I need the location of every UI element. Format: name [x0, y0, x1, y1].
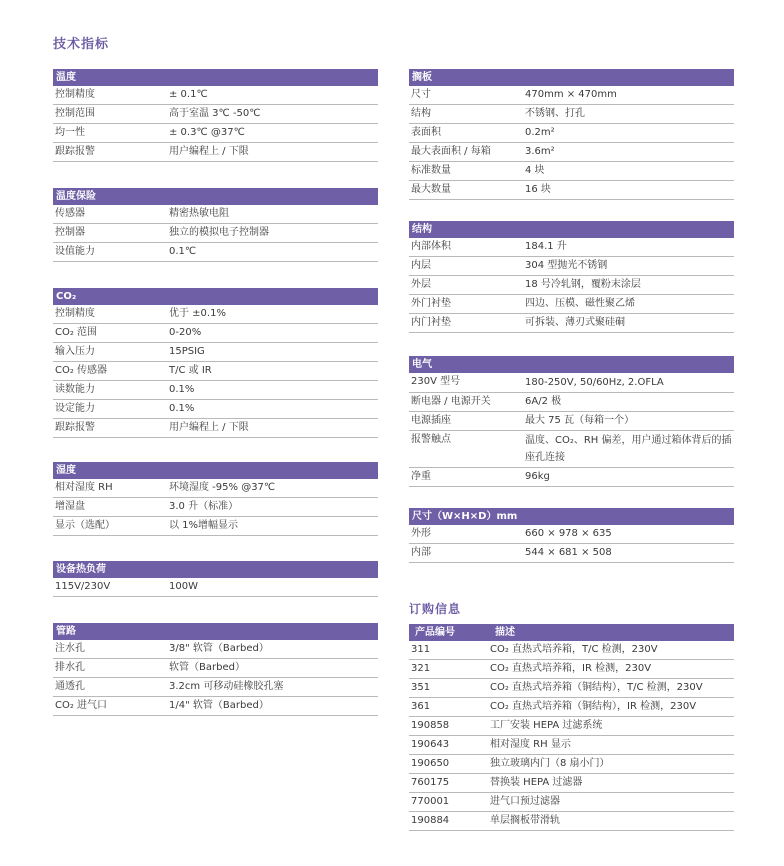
- spec-value: CO₂ 直热式培养箱（铜结构），IR 检测，230V: [490, 701, 697, 712]
- spec-label: 361: [411, 701, 431, 712]
- spec-label: 内层: [411, 260, 431, 271]
- spec-label: 190650: [411, 758, 450, 769]
- spec-row: [409, 181, 734, 200]
- ordering-header-code: 产品编号: [415, 627, 455, 638]
- order-row: [409, 755, 734, 774]
- spec-label: 表面积: [411, 127, 441, 138]
- spec-label: 外门衬垫: [411, 298, 451, 309]
- spec-label: 内部体积: [411, 241, 451, 252]
- spec-value: 优于 ±0.1%: [169, 308, 226, 319]
- spec-label: 输入压力: [55, 346, 95, 357]
- spec-label: 结构: [411, 108, 431, 119]
- spec-value: 660 × 978 × 635: [525, 528, 612, 539]
- section-header: 设备热负荷: [53, 561, 378, 578]
- spec-value: 温度、CO₂、RH 偏差，用户通过箱体背后的插座孔连接: [525, 435, 732, 463]
- spec-row: [53, 479, 378, 498]
- spec-row: [53, 400, 378, 419]
- spec-label: 电源插座: [411, 415, 451, 426]
- spec-value: 15PSIG: [169, 346, 205, 357]
- spec-value: 不锈钢、打孔: [525, 108, 585, 119]
- spec-row: [53, 105, 378, 124]
- spec-label: CO₂ 范围: [55, 327, 98, 338]
- spec-label: 跟踪报警: [55, 422, 95, 433]
- spec-row: [53, 343, 378, 362]
- section-shelves: [409, 69, 734, 200]
- spec-label: 351: [411, 682, 431, 693]
- section-header: 电气: [409, 356, 734, 373]
- spec-label: 断电器 / 电源开关: [411, 396, 491, 407]
- spec-row: [409, 86, 734, 105]
- section-temp-protection: [53, 188, 378, 262]
- spec-value: ± 0.1℃: [169, 89, 208, 100]
- section-electrical: [409, 356, 734, 487]
- spec-row: [53, 324, 378, 343]
- spec-value: 0.1℃: [169, 246, 197, 257]
- spec-value: 可拆装、薄刃式聚硅硐: [525, 317, 625, 328]
- spec-label: 控制精度: [55, 89, 95, 100]
- section-header: 结构: [409, 221, 734, 238]
- spec-value: 6A/2 极: [525, 396, 562, 407]
- spec-label: 321: [411, 663, 431, 674]
- spec-label: 读数能力: [55, 384, 95, 395]
- spec-value: 0.1%: [169, 403, 195, 414]
- spec-label: 外形: [411, 528, 431, 539]
- spec-value: CO₂ 直热式培养箱，IR 检测，230V: [490, 663, 652, 674]
- spec-label: 内门衬垫: [411, 317, 451, 328]
- spec-value: 544 × 681 × 508: [525, 547, 612, 558]
- spec-row: [53, 362, 378, 381]
- spec-label: 230V 型号: [411, 376, 461, 387]
- section-header: 尺寸（W×H×D）mm: [409, 508, 734, 525]
- ordering-header: [409, 624, 734, 641]
- section-temperature: [53, 69, 378, 162]
- spec-value: CO₂ 直热式培养箱，T/C 检测，230V: [490, 644, 658, 655]
- spec-label: 外层: [411, 279, 431, 290]
- spec-label: CO₂ 进气口: [55, 700, 108, 711]
- order-row: [409, 774, 734, 793]
- spec-row: [409, 468, 734, 487]
- spec-label: 最大数量: [411, 184, 451, 195]
- spec-value: 软管（Barbed）: [169, 662, 245, 673]
- spec-row: [409, 257, 734, 276]
- spec-value: 184.1 升: [525, 241, 567, 252]
- spec-row: [409, 431, 734, 468]
- spec-label: 设值能力: [55, 246, 95, 257]
- section-ordering: [409, 624, 734, 831]
- spec-row: [53, 86, 378, 105]
- spec-label: 190884: [411, 815, 450, 826]
- spec-value: 替换装 HEPA 过滤器: [490, 777, 583, 788]
- spec-label: 最大表面积 / 每箱: [411, 146, 491, 157]
- spec-label: 190643: [411, 739, 450, 750]
- section-header: 搁板: [409, 69, 734, 86]
- ordering-header-desc: 描述: [495, 627, 515, 638]
- section-header: 温度: [53, 69, 378, 86]
- spec-value: 3.2cm 可移动硅橡胶孔塞: [169, 681, 284, 692]
- spec-label: 190858: [411, 720, 450, 731]
- spec-row: [409, 295, 734, 314]
- spec-label: 770001: [411, 796, 450, 807]
- spec-label: 尺寸: [411, 89, 431, 100]
- spec-row: [53, 659, 378, 678]
- spec-label: 控制精度: [55, 308, 95, 319]
- spec-value: 4 块: [525, 165, 545, 176]
- spec-value: 470mm × 470mm: [525, 89, 617, 100]
- spec-label: 报警触点: [411, 434, 451, 445]
- spec-label: 311: [411, 644, 431, 655]
- spec-row: [409, 162, 734, 181]
- spec-row: [53, 678, 378, 697]
- spec-label: 内部: [411, 547, 431, 558]
- spec-label: 760175: [411, 777, 450, 788]
- spec-row: [53, 124, 378, 143]
- spec-row: [53, 517, 378, 536]
- spec-value: 环境湿度 -95% @37℃: [169, 482, 276, 493]
- spec-row: [53, 578, 378, 597]
- spec-value: 用户编程上 / 下限: [169, 422, 249, 433]
- spec-value: 0.2m²: [525, 127, 555, 138]
- spec-row: [53, 381, 378, 400]
- spec-value: 3.0 升（标准）: [169, 501, 239, 512]
- section-piping: [53, 623, 378, 716]
- spec-label: 控制范围: [55, 108, 95, 119]
- spec-row: [409, 276, 734, 295]
- spec-value: 16 块: [525, 184, 551, 195]
- spec-value: 1/4" 软管（Barbed）: [169, 700, 269, 711]
- spec-label: 传感器: [55, 208, 85, 219]
- ordering-title: 订购信息: [409, 602, 462, 616]
- spec-label: 排水孔: [55, 662, 85, 673]
- spec-value: 单层搁板带滑轨: [490, 815, 560, 826]
- spec-value: 18 号冷轧钢，覆粉末涂层: [525, 279, 641, 290]
- section-header: 管路: [53, 623, 378, 640]
- spec-value: 最大 75 瓦（每箱一个）: [525, 415, 635, 426]
- spec-label: 控制器: [55, 227, 85, 238]
- spec-value: 独立玻璃内门（8 扇小门）: [490, 758, 610, 769]
- page-title: 技术指标: [53, 37, 110, 52]
- spec-value: 高于室温 3℃ -50℃: [169, 108, 261, 119]
- spec-value: 工厂安装 HEPA 过滤系统: [490, 720, 603, 731]
- spec-row: [409, 544, 734, 563]
- spec-value: 精密热敏电阻: [169, 208, 229, 219]
- spec-label: 115V/230V: [55, 581, 111, 592]
- spec-value: 四边、压模、磁性聚乙烯: [525, 298, 635, 309]
- section-dimensions: [409, 508, 734, 563]
- spec-value: 180-250V, 50/60Hz, 2.OFLA: [525, 377, 664, 388]
- spec-value: 独立的模拟电子控制器: [169, 227, 269, 238]
- spec-value: 相对湿度 RH 显示: [490, 739, 571, 750]
- spec-value: 进气口预过滤器: [490, 796, 560, 807]
- spec-value: 用户编程上 / 下限: [169, 146, 249, 157]
- spec-row: [53, 224, 378, 243]
- section-structure: [409, 221, 734, 333]
- spec-row: [53, 697, 378, 716]
- spec-label: 跟踪报警: [55, 146, 95, 157]
- spec-row: [53, 498, 378, 517]
- order-row: [409, 793, 734, 812]
- section-header: 湿度: [53, 462, 378, 479]
- spec-value: 96kg: [525, 471, 550, 482]
- spec-label: 相对湿度 RH: [55, 482, 113, 493]
- spec-label: 标准数量: [411, 165, 451, 176]
- order-row: [409, 736, 734, 755]
- order-row: [409, 660, 734, 679]
- spec-value: 0-20%: [169, 327, 202, 338]
- spec-label: 注水孔: [55, 643, 85, 654]
- spec-row: [409, 412, 734, 431]
- section-co2: [53, 288, 378, 438]
- spec-row: [409, 373, 734, 393]
- spec-row: [409, 314, 734, 333]
- spec-label: 净重: [411, 471, 431, 482]
- section-header: CO₂: [53, 288, 378, 305]
- order-row: [409, 717, 734, 736]
- spec-label: 通透孔: [55, 681, 85, 692]
- spec-value: 0.1%: [169, 384, 195, 395]
- spec-row: [53, 419, 378, 438]
- spec-label: 显示（选配）: [55, 520, 115, 531]
- order-row: [409, 812, 734, 831]
- spec-value: 3/8" 软管（Barbed）: [169, 643, 269, 654]
- spec-row: [53, 305, 378, 324]
- spec-label: 均一性: [55, 127, 85, 138]
- spec-row: [409, 238, 734, 257]
- spec-row: [53, 143, 378, 162]
- spec-value: 以 1%增幅显示: [169, 520, 239, 531]
- order-row: [409, 641, 734, 660]
- spec-label: CO₂ 传感器: [55, 365, 108, 376]
- spec-row: [409, 393, 734, 412]
- section-humidity: [53, 462, 378, 536]
- spec-value: 304 型抛光不锈钢: [525, 260, 608, 271]
- section-header: 温度保险: [53, 188, 378, 205]
- spec-row: [409, 525, 734, 544]
- spec-row: [53, 640, 378, 659]
- spec-value: ± 0.3℃ @37℃: [169, 127, 245, 138]
- section-heat-load: [53, 561, 378, 597]
- spec-value: T/C 或 IR: [169, 365, 212, 376]
- spec-row: [409, 143, 734, 162]
- spec-value: 100W: [169, 581, 198, 592]
- spec-value: CO₂ 直热式培养箱（铜结构），T/C 检测，230V: [490, 682, 703, 693]
- spec-row: [53, 205, 378, 224]
- spec-value: 3.6m²: [525, 146, 555, 157]
- order-row: [409, 698, 734, 717]
- spec-label: 增湿盘: [55, 501, 85, 512]
- spec-row: [53, 243, 378, 262]
- spec-row: [409, 124, 734, 143]
- spec-label: 设定能力: [55, 403, 95, 414]
- order-row: [409, 679, 734, 698]
- spec-row: [409, 105, 734, 124]
